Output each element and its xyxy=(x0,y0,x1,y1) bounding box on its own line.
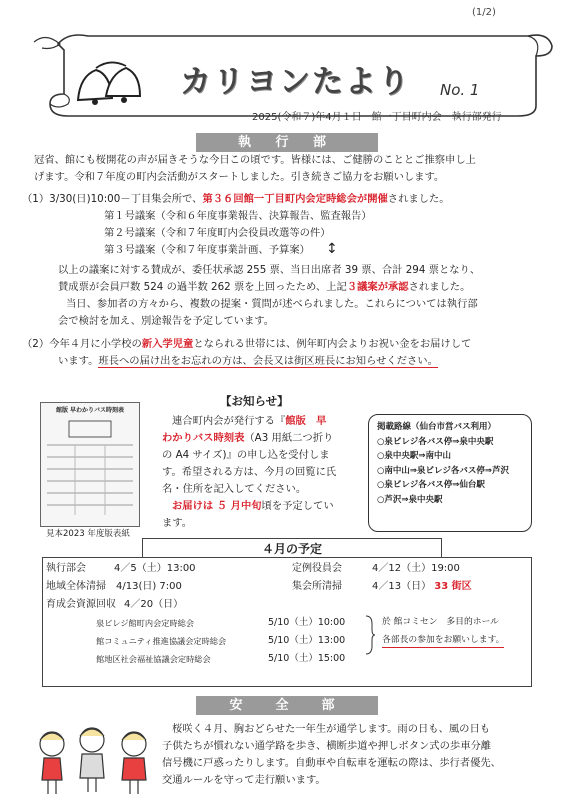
bus-route-item: ○芦沢⇒泉中央駅 xyxy=(377,494,443,505)
opinion-line-1: 当日、参加者の方々から、複数の提案・質問が述べられました。これらについては執行部 xyxy=(66,298,478,310)
bells-icon xyxy=(70,56,146,112)
notice-line-2: わかりバス時刻表（A3 用紙二つ折り xyxy=(162,432,334,444)
notice-line-1: 連合町内会が発行する『館版 早 xyxy=(172,415,327,427)
item1-line: （1）3/30(日)10:00－丁目集会所で、第３６回館一丁目町内会定時総会が開催されました。 xyxy=(22,193,450,205)
resize-cursor-icon: ↕ xyxy=(326,241,338,257)
vote-line-2: 賛成票が会員戸数 524 の過半数 262 票を上回ったため、上記３議案が承認されました。 xyxy=(58,281,471,293)
item2-line-2: います。班長への届け出をお忘れの方は、会長又は街区班長にお知らせください。 xyxy=(58,355,438,367)
bus-route-item: ○南中山⇒泉ビレジ各バス停⇒芦沢 xyxy=(377,465,509,476)
newsletter-title: カリヨンたより xyxy=(180,64,411,100)
schedule-sub-name: 館コミュニティ推進協議会定時総会 xyxy=(96,636,227,646)
safety-line-1: 桜咲く４月、胸おどらせた一年生が通学します。雨の日も、風の日も xyxy=(172,723,491,735)
timetable-leaflet-image xyxy=(40,402,140,527)
dateline: 2025(令和７)年4月１日 館一丁目町内会 執行部発行 xyxy=(252,112,502,123)
agenda-3: 第３号議案（令和７年度事業計画、予算案） xyxy=(104,244,310,256)
leaflet-grid xyxy=(41,415,139,523)
notice-line-6: お届けは ５ 月中旬頃を予定してい xyxy=(172,500,334,512)
schedule-row: 集会所清掃 4／13（日） 33 街区 xyxy=(292,581,472,592)
notice-line-3: の A4 サイズ)』の申し込を受付しま xyxy=(162,449,330,461)
intro-line-2: げます。令和７年度の町内会活動がスタートしました。引き続きご協力をお願いします。 xyxy=(34,171,445,183)
executive-heading: 執 行 部 xyxy=(196,133,378,152)
issue-number: No. 1 xyxy=(440,81,480,99)
item2-line: （2）今年４月に小学校の新入学児童となられる世帯には、例年町内会よりお祝い金をお届けして xyxy=(22,338,472,350)
page-number: (1/2) xyxy=(472,7,496,18)
bus-routes-box xyxy=(368,414,532,532)
leaflet-title: 館版 早わかりバス時刻表 xyxy=(55,407,125,414)
leaflet-caption: 見本2023 年度版表紙 xyxy=(46,529,130,539)
schedule-heading: ４月の予定 xyxy=(142,538,442,558)
notice-heading: 【お知らせ】 xyxy=(220,394,289,408)
agenda-2: 第２号議案（令和７年度町内会役員改選等の件） xyxy=(104,227,331,239)
schedule-row: 育成会資源回収 4／20（日） xyxy=(46,599,184,610)
bus-routes-heading: 掲載路線（仙台市営バス利用） xyxy=(377,422,497,432)
notice-line-5: 名・住所を記入してください。 xyxy=(162,483,307,495)
schedule-venue-note: 各部長の参加をお願いします。 xyxy=(382,635,504,648)
schedule-row: 執行部会 4／5（土）13:00 xyxy=(46,563,196,574)
notice-line-4: す。希望される方は、今月の回覧に氏 xyxy=(162,466,337,478)
schedule-venue: 於 館コミセン 多目的ホール xyxy=(382,617,499,627)
schedule-sub-date: 5/10（土）15:00 xyxy=(268,653,346,664)
intro-line-1: 冠省、館にも桜開花の声が届きそうな今日この頃です。皆様には、ご健勝のこととご推察申し上 xyxy=(34,154,476,166)
opinion-line-2: 会で検討を加え、別途報告を予定しています。 xyxy=(58,315,275,327)
vote-line-1: 以上の議案に対する賛成が、委任状承認 255 票、当日出席者 39 票、合計 294 票となり、 xyxy=(58,264,481,276)
agenda-1: 第１号議案（令和６年度事業報告、決算報告、監査報告） xyxy=(104,210,372,222)
bus-route-item: ○泉ビレジ各バス停⇒仙台駅 xyxy=(377,480,485,490)
schedule-sub-name: 泉ビレジ館町内会定時総会 xyxy=(96,618,195,628)
schedule-sub-name: 館地区社会福祉協議会定時総会 xyxy=(96,654,211,664)
bus-route-item: ○泉ビレジ各バス停⇒泉中央駅 xyxy=(377,436,494,447)
safety-line-4: 交通ルールを守って走行願います。 xyxy=(162,774,326,786)
schedule-sub-date: 5/10（土）10:00 xyxy=(268,617,346,628)
schedule-row: 定例役員会 4／12（土）19:00 xyxy=(292,563,460,574)
schedule-row: 地域全体清掃 4/13(日) 7:00 xyxy=(46,581,182,592)
safety-line-3: 信号機に戸惑ったりします。自動車や自転車を運転の際は、歩行者優先、 xyxy=(162,757,501,769)
schedule-sub-date: 5/10（土）13:00 xyxy=(268,635,346,646)
safety-heading: 安 全 部 xyxy=(196,696,378,715)
notice-line-7: ます。 xyxy=(162,517,193,529)
bus-route-item: ○泉中央駅⇒南中山 xyxy=(377,451,452,461)
schoolchildren-illustration xyxy=(22,722,162,802)
safety-line-2: 子供たちが慣れない通学路を歩き、横断歩道や押しボタン式の歩車分離 xyxy=(162,740,492,752)
brace-icon xyxy=(364,614,376,656)
